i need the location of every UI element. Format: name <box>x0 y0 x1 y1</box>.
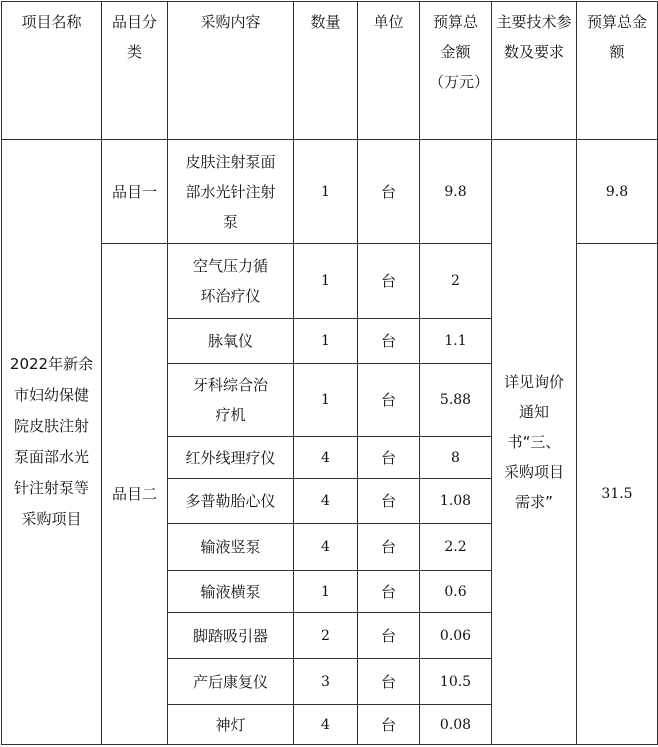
project-name-cell: 2022年新余市妇幼保健院皮肤注射泵面部水光针注射泵等采购项目 <box>2 140 102 745</box>
content-cell: 脉氧仪 <box>168 319 294 364</box>
budget-cell: 2.2 <box>420 524 492 571</box>
unit-cell: 台 <box>358 659 420 705</box>
quantity-cell: 4 <box>294 524 358 571</box>
header-category: 品目分类 <box>102 2 168 140</box>
header-budget: 预算总金额（万元） <box>420 2 492 140</box>
quantity-cell: 4 <box>294 705 358 745</box>
unit-cell: 台 <box>358 319 420 364</box>
budget-cell: 0.08 <box>420 705 492 745</box>
header-budget-total: 预算总金额 <box>577 2 658 140</box>
content-cell: 空气压力循环治疗仪 <box>168 244 294 319</box>
budget-cell: 2 <box>420 244 492 319</box>
budget-cell: 0.06 <box>420 613 492 659</box>
quantity-cell: 4 <box>294 437 358 479</box>
unit-cell: 台 <box>358 613 420 659</box>
quantity-cell: 4 <box>294 479 358 524</box>
unit-cell: 台 <box>358 140 420 244</box>
specs-note-cell: 详见询价通知书“三、采购项目需求” <box>492 140 577 745</box>
content-cell: 产后康复仪 <box>168 659 294 705</box>
content-cell: 皮肤注射泵面部水光针注射泵 <box>168 140 294 244</box>
unit-cell: 台 <box>358 705 420 745</box>
header-specs: 主要技术参数及要求 <box>492 2 577 140</box>
header-unit: 单位 <box>358 2 420 140</box>
quantity-cell: 2 <box>294 613 358 659</box>
quantity-cell: 1 <box>294 319 358 364</box>
content-cell: 输液竖泵 <box>168 524 294 571</box>
content-cell: 脚踏吸引器 <box>168 613 294 659</box>
table-row <box>2 140 658 244</box>
budget-cell: 8 <box>420 437 492 479</box>
budget-cell: 5.88 <box>420 364 492 437</box>
budget-cell: 9.8 <box>420 140 492 244</box>
header-row <box>2 2 658 140</box>
quantity-cell: 3 <box>294 659 358 705</box>
content-cell: 红外线理疗仪 <box>168 437 294 479</box>
procurement-table <box>1 1 658 745</box>
budget-cell: 0.6 <box>420 571 492 613</box>
unit-cell: 台 <box>358 437 420 479</box>
budget-cell: 1.1 <box>420 319 492 364</box>
unit-cell: 台 <box>358 364 420 437</box>
header-quantity: 数量 <box>294 2 358 140</box>
unit-cell: 台 <box>358 244 420 319</box>
group-total-cell: 9.8 <box>577 140 658 244</box>
content-cell: 牙科综合治疗机 <box>168 364 294 437</box>
quantity-cell: 1 <box>294 244 358 319</box>
header-content: 采购内容 <box>168 2 294 140</box>
group-total-cell: 31.5 <box>577 244 658 745</box>
category-cell: 品目二 <box>102 244 168 745</box>
unit-cell: 台 <box>358 524 420 571</box>
unit-cell: 台 <box>358 479 420 524</box>
budget-cell: 1.08 <box>420 479 492 524</box>
quantity-cell: 1 <box>294 571 358 613</box>
quantity-cell: 1 <box>294 140 358 244</box>
quantity-cell: 1 <box>294 364 358 437</box>
unit-cell: 台 <box>358 571 420 613</box>
content-cell: 神灯 <box>168 705 294 745</box>
header-project-name: 项目名称 <box>2 2 102 140</box>
budget-cell: 10.5 <box>420 659 492 705</box>
content-cell: 多普勒胎心仪 <box>168 479 294 524</box>
category-cell: 品目一 <box>102 140 168 244</box>
content-cell: 输液横泵 <box>168 571 294 613</box>
